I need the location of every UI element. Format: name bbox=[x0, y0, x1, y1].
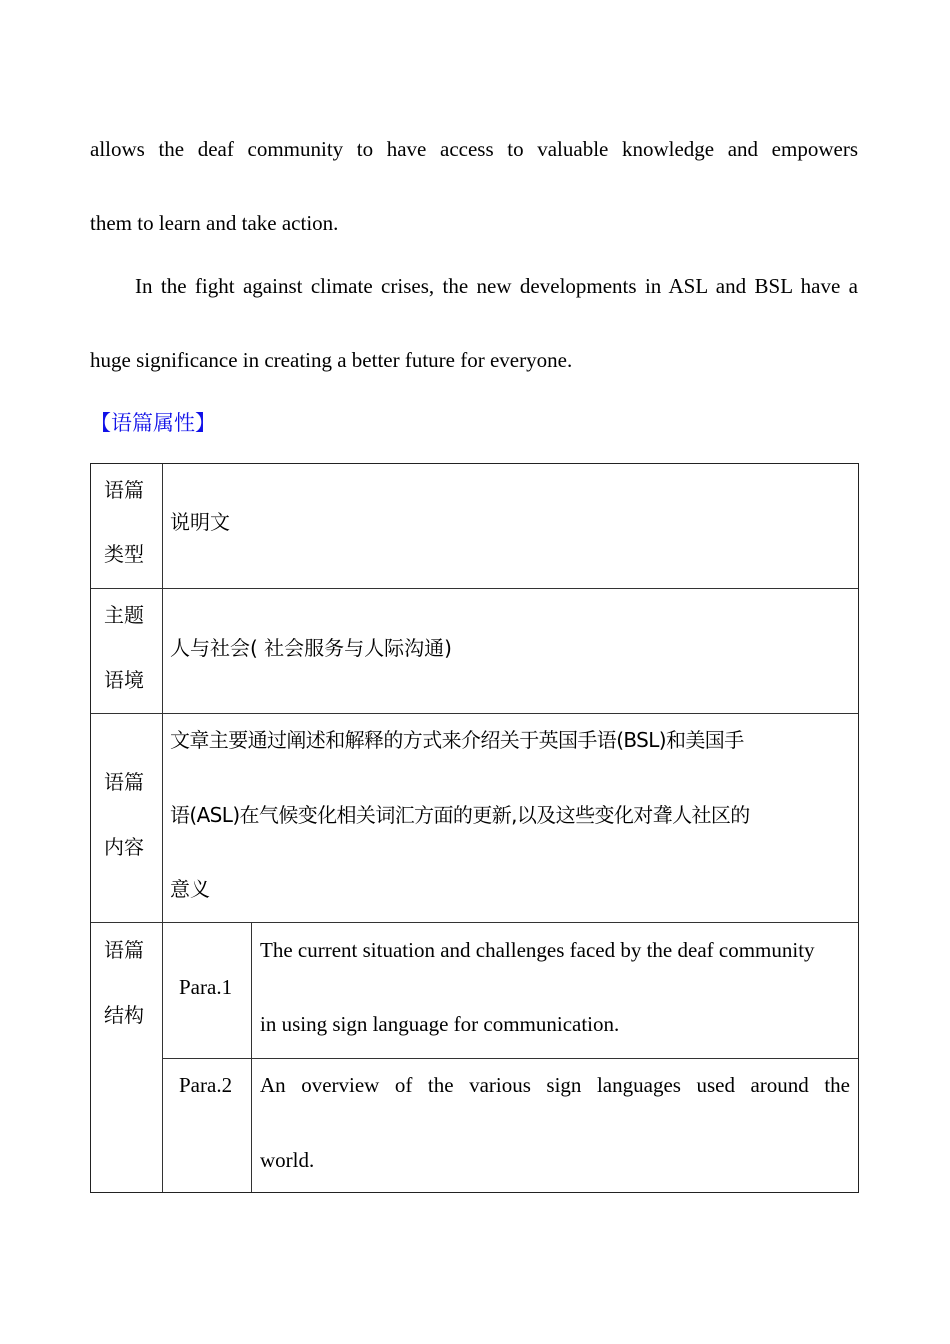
row-divider bbox=[91, 713, 858, 714]
para-summary: An overview of the various sign languages used around the bbox=[260, 1073, 850, 1097]
row-label: 主题 bbox=[104, 603, 144, 627]
column-divider bbox=[251, 922, 252, 1192]
para-summary: The current situation and challenges faced by the deaf community bbox=[260, 938, 815, 962]
column-divider bbox=[162, 464, 163, 1192]
para-label: Para.2 bbox=[179, 1073, 233, 1097]
row-label: 语篇 bbox=[104, 938, 144, 962]
row-label: 语境 bbox=[104, 668, 144, 692]
row-value: 文章主要通过阐述和解释的方式来介绍关于英国手语(BSL)和美国手 bbox=[170, 728, 744, 752]
paragraph-line: allows the deaf community to have access to valuable knowledge and empowers bbox=[90, 137, 858, 161]
para-summary: world. bbox=[260, 1148, 315, 1172]
row-divider bbox=[162, 1058, 858, 1059]
row-value: 语(ASL)在气候变化相关词汇方面的更新,以及这些变化对聋人社区的 bbox=[170, 803, 750, 827]
row-divider bbox=[91, 922, 858, 923]
row-label: 结构 bbox=[104, 1003, 144, 1027]
section-heading: 【语篇属性】 bbox=[90, 411, 216, 435]
row-label: 语篇 bbox=[104, 770, 144, 794]
row-value: 人与社会( 社会服务与人际沟通) bbox=[170, 636, 452, 660]
paragraph-line: In the fight against climate crises, the new developments in ASL and BSL have a bbox=[135, 274, 858, 298]
para-label: Para.1 bbox=[179, 975, 233, 999]
row-value: 意义 bbox=[170, 877, 210, 901]
row-divider bbox=[91, 588, 858, 589]
row-label: 内容 bbox=[104, 835, 144, 859]
paragraph-line: huge significance in creating a better future for everyone. bbox=[90, 348, 573, 372]
para-summary: in using sign language for communication. bbox=[260, 1012, 620, 1036]
row-label: 类型 bbox=[104, 542, 144, 566]
row-label: 语篇 bbox=[104, 478, 144, 502]
paragraph-line: them to learn and take action. bbox=[90, 211, 339, 235]
row-value: 说明文 bbox=[170, 510, 230, 534]
